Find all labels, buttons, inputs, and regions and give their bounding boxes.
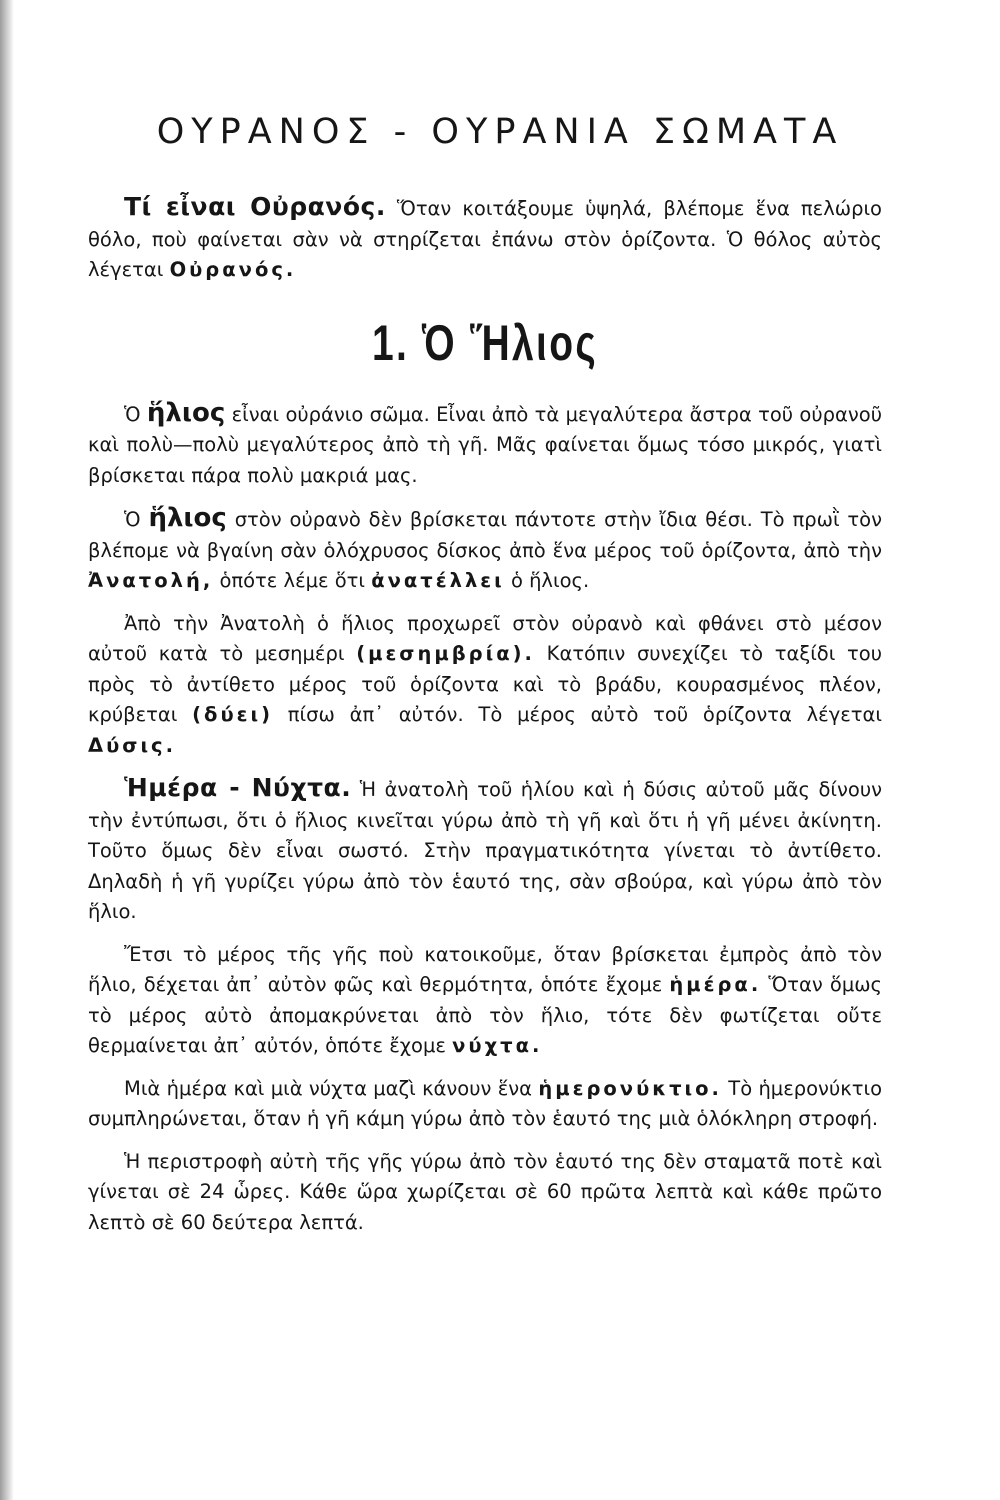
p5-text1: Ἔτσι τὸ μέρος τῆς γῆς ποὺ κατοικοῦμε, ὅταν βρίσκεται ἐμπρὸς ἀπὸ τὸν ἥλιο, δέχεται ἀπ᾽ αὐτὸν φῶς καὶ θερμότητα, ὁπότε ἔχομε [88, 942, 882, 996]
p1-key: ἥλιος [146, 397, 226, 428]
p2-term2: ἀνατέλλει [371, 569, 505, 592]
p3-text2: Κατόπιν συνεχίζει τὸ ταξίδι του πρὸς τὸ ἀντίθετο μέρος τοῦ ὁρίζοντα καὶ τὸ βράδυ, κουρασμένος πλέον, κρύβεται [88, 642, 883, 726]
p5-term1: ἡμέρα. [669, 973, 762, 996]
p4-text: Ἡ ἀνατολὴ τοῦ ἡλίου καὶ ἡ δύσις αὐτοῦ μᾶς δίνουν τὴν ἐντύπωσι, ὅτι ὁ ἥλιος κινεῖται γύρω ἀπὸ τὴ γῆ καὶ ὅτι ἡ γῆ μένει ἀκίνητη. Τοῦτο ὅμως δὲν εἶναι σωστό. Στὴν πραγματικότητα γίνεται τὸ ἀντίθετο. Δηλαδὴ ἡ γῆ γυρίζει γύρω ἀπὸ τὸν ἑαυτό της, σὰν σβούρα, καὶ γύρω ἀπὸ τὸν ἥλιο. [88, 778, 882, 923]
p3-term1: (μεσημβρία). [356, 642, 535, 665]
p7-text: Ἡ περιστροφὴ αὐτὴ τῆς γῆς γύρω ἀπὸ τὸν ἑαυτό της δὲν σταματᾶ ποτὲ καὶ γίνεται σὲ 24 ὧρες. Κάθε ὥρα χωρίζεται σὲ 60 πρῶτα λεπτὰ καὶ κάθε πρῶτο λεπτὸ σὲ 60 δεύτερα λεπτά. [88, 1149, 882, 1234]
p6-text1: Μιὰ ἡμέρα καὶ μιὰ νύχτα μαζὶ κάνουν ἕνα [124, 1076, 539, 1100]
page-edge-shadow [0, 0, 14, 1500]
paragraph-5 [88, 940, 882, 1062]
p6-text2: Τὸ ἡμερονύκτιο συμπληρώνεται, ὅταν ἡ γῆ κάμη γύρω ἀπὸ τὸν ἑαυτό της μιὰ ὁλόκληρη στροφή. [88, 1076, 882, 1130]
intro-term: Οὐρανός. [169, 258, 297, 281]
p2-text3: ὁ ἥλιος. [504, 569, 590, 592]
p3-term2: (δύει) [192, 703, 273, 726]
p5-text2: Ὅταν ὅμως τὸ μέρος αὐτὸ ἀπομακρύνεται ἀπὸ τὸν ἥλιο, τότε δὲν φωτίζεται οὔτε θερμαίνεται ἀπ᾽ αὐτόν, ὁπότε ἔχομε [88, 973, 882, 1057]
p2-lead: Ὁ [124, 508, 149, 531]
p2-text2: ὁπότε λέμε ὅτι [213, 569, 372, 592]
p2-term1: Ἀνατολή, [88, 569, 214, 592]
paragraph-3 [88, 609, 882, 762]
intro-paragraph [88, 192, 882, 286]
paragraph-6 [88, 1074, 882, 1135]
intro-text: Ὅταν κοιτάξουμε ὑψηλά, βλέπομε ἕνα πελώριο θόλο, ποὺ φαίνεται σὰν νὰ στηρίζεται ἐπάνω στὸν ὁρίζοντα. Ὁ θόλος αὐτὸς λέγεται [88, 197, 882, 281]
paragraph-7 [88, 1147, 882, 1239]
page-title: ΟΥΡΑΝΟΣ - ΟΥΡΑΝΙΑ ΣΩΜΑΤΑ [156, 112, 844, 152]
p3-text1: Ἀπὸ τὴν Ἀνατολὴ ὁ ἥλιος προχωρεῖ στὸν οὐρανὸ καὶ φθάνει στὸ μέσον αὐτοῦ κατὰ τὸ μεσημέρι [88, 611, 882, 665]
p2-text1: στὸν οὐρανὸ δὲν βρίσκεται πάντοτε στὴν ἴδια θέσι. Τὸ πρωῒ τὸν βλέπομε νὰ βγαίνη σὰν ὁλόχρυσος δίσκος ἀπὸ ἕνα μέρος τοῦ ὁρίζοντα, ἀπὸ τὴν [88, 508, 882, 562]
p6-term1: ἡμερονύκτιο. [538, 1076, 722, 1100]
p1-lead: Ὁ [124, 402, 147, 426]
p2-key: ἥλιος [148, 503, 227, 533]
p1-text: εἶναι οὐράνιο σῶμα. Εἶναι ἀπὸ τὰ μεγαλύτερα ἄστρα τοῦ οὐρανοῦ καὶ πολὺ—πολὺ μεγαλύτερος ἀπὸ τὴ γῆ. Μᾶς φαίνεται ὅμως τόσο μικρός, γιατὶ βρίσκεται πάρα πολὺ μακριά μας. [88, 402, 882, 487]
p5-term2: νύχτα. [452, 1034, 543, 1057]
paragraph-1 [88, 398, 882, 492]
p3-text3: πίσω ἀπ᾽ αὐτόν. Τὸ μέρος αὐτὸ τοῦ ὁρίζοντα λέγεται [272, 703, 882, 726]
section-title: 1. Ὁ Ἥλιος [371, 314, 599, 371]
p3-term3: Δύσις. [88, 733, 177, 757]
paragraph-4 [88, 773, 882, 928]
p4-heading: Ἡμέρα - Νύχτα. [124, 773, 352, 802]
paragraph-2 [88, 503, 882, 597]
intro-heading: Τί εἶναι Οὐρανός. [124, 192, 386, 221]
